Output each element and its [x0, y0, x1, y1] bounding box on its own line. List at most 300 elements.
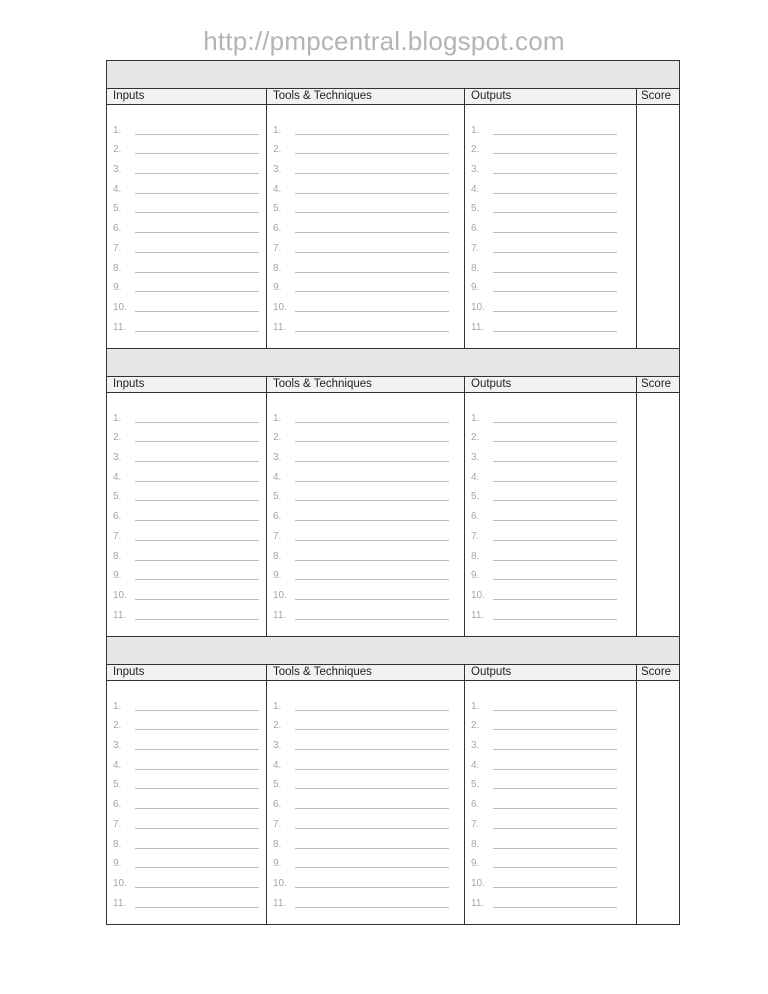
column-header-row: [107, 665, 679, 681]
item-number: 5.: [273, 779, 282, 791]
blank-answer-line[interactable]: [493, 599, 617, 600]
list-item: [465, 602, 636, 622]
blank-answer-line[interactable]: [135, 193, 259, 194]
list-item: [267, 602, 464, 622]
list-item: [107, 117, 266, 137]
blank-answer-line[interactable]: [295, 212, 449, 213]
blank-answer-line[interactable]: [493, 134, 617, 135]
item-number: 6.: [113, 511, 122, 523]
list-item: [107, 235, 266, 255]
blank-answer-line[interactable]: [295, 422, 449, 423]
item-number: 11.: [113, 897, 127, 909]
item-number: 10.: [471, 877, 485, 889]
item-number: 1.: [273, 700, 282, 712]
inputs-column: [107, 681, 267, 924]
item-number: 9.: [113, 282, 122, 294]
list-item: [107, 831, 266, 851]
blank-answer-line[interactable]: [295, 848, 449, 849]
process-title-bar: [107, 637, 679, 665]
list-item: [465, 425, 636, 445]
item-number: 8.: [273, 262, 282, 274]
blank-answer-line[interactable]: [135, 710, 259, 711]
item-number: 6.: [471, 223, 480, 235]
blank-answer-line[interactable]: [493, 907, 617, 908]
item-number: 3.: [471, 740, 480, 752]
list-item: [267, 196, 464, 216]
list-item: [465, 563, 636, 583]
item-number: 8.: [471, 262, 480, 274]
tools-techniques-header: Tools & Techniques: [267, 89, 465, 104]
list-item: [107, 791, 266, 811]
blank-answer-line[interactable]: [493, 619, 617, 620]
score-column: [637, 105, 679, 348]
list-item: [465, 275, 636, 295]
list-item: [107, 314, 266, 334]
item-number: 8.: [273, 550, 282, 562]
item-number: 10.: [113, 877, 127, 889]
list-item: [267, 176, 464, 196]
list-item: [465, 523, 636, 543]
blank-answer-line[interactable]: [295, 828, 449, 829]
blank-answer-line[interactable]: [493, 441, 617, 442]
entry-row: [107, 105, 679, 348]
list-item: [107, 255, 266, 275]
inputs-column: [107, 393, 267, 636]
list-item: [107, 503, 266, 523]
entry-row: [107, 681, 679, 924]
list-item: [267, 543, 464, 563]
blank-answer-line[interactable]: [493, 232, 617, 233]
item-number: 10.: [113, 589, 127, 601]
list-item: [465, 314, 636, 334]
list-item: [465, 405, 636, 425]
blank-answer-line[interactable]: [493, 867, 617, 868]
blank-answer-line[interactable]: [135, 153, 259, 154]
blank-answer-line[interactable]: [493, 422, 617, 423]
item-number: 11.: [273, 321, 287, 333]
list-item: [465, 444, 636, 464]
item-number: 4.: [113, 183, 122, 195]
item-number: 10.: [471, 301, 485, 313]
item-number: 4.: [273, 183, 282, 195]
list-item: [107, 811, 266, 831]
blank-answer-line[interactable]: [295, 232, 449, 233]
blank-answer-line[interactable]: [135, 540, 259, 541]
process-block: [107, 61, 679, 349]
item-number: 9.: [471, 570, 480, 582]
blank-answer-line[interactable]: [295, 500, 449, 501]
item-number: 3.: [113, 164, 122, 176]
blank-answer-line[interactable]: [493, 500, 617, 501]
list-item: [267, 235, 464, 255]
item-number: 7.: [273, 242, 282, 254]
item-number: 9.: [471, 282, 480, 294]
blank-answer-line[interactable]: [295, 272, 449, 273]
item-number: 1.: [113, 412, 122, 424]
blank-answer-line[interactable]: [295, 173, 449, 174]
item-number: 3.: [471, 164, 480, 176]
item-number: 9.: [273, 570, 282, 582]
column-header-row: [107, 377, 679, 393]
item-number: 2.: [273, 720, 282, 732]
outputs-header: Outputs: [465, 665, 637, 680]
item-number: 10.: [273, 301, 287, 313]
blank-answer-line[interactable]: [295, 461, 449, 462]
blank-answer-line[interactable]: [135, 252, 259, 253]
blank-answer-line[interactable]: [135, 619, 259, 620]
list-item: [267, 314, 464, 334]
list-item: [267, 831, 464, 851]
item-number: 10.: [113, 301, 127, 313]
list-item: [465, 732, 636, 752]
inputs-header: Inputs: [107, 377, 267, 392]
item-number: 2.: [113, 144, 122, 156]
blank-answer-line[interactable]: [295, 252, 449, 253]
blank-answer-line[interactable]: [135, 867, 259, 868]
item-number: 8.: [471, 838, 480, 850]
list-item: [465, 851, 636, 871]
list-item: [267, 484, 464, 504]
list-item: [267, 117, 464, 137]
item-number: 2.: [113, 720, 122, 732]
item-number: 7.: [113, 818, 122, 830]
list-item: [267, 215, 464, 235]
blank-answer-line[interactable]: [493, 710, 617, 711]
item-number: 2.: [471, 432, 480, 444]
list-item: [107, 851, 266, 871]
entry-row: [107, 393, 679, 636]
outputs-column: [465, 681, 637, 924]
blank-answer-line[interactable]: [295, 134, 449, 135]
list-item: [267, 772, 464, 792]
blank-answer-line[interactable]: [493, 579, 617, 580]
blank-answer-line[interactable]: [295, 331, 449, 332]
blank-answer-line[interactable]: [135, 173, 259, 174]
list-item: [267, 294, 464, 314]
item-number: 3.: [471, 452, 480, 464]
blank-answer-line[interactable]: [295, 769, 449, 770]
list-item: [267, 523, 464, 543]
blank-answer-line[interactable]: [295, 481, 449, 482]
item-number: 2.: [471, 720, 480, 732]
list-item: [465, 791, 636, 811]
score-column: [637, 393, 679, 636]
blank-answer-line[interactable]: [295, 887, 449, 888]
blank-answer-line[interactable]: [135, 599, 259, 600]
list-item: [267, 870, 464, 890]
blank-answer-line[interactable]: [135, 291, 259, 292]
blank-answer-line[interactable]: [493, 540, 617, 541]
list-item: [267, 732, 464, 752]
item-number: 5.: [471, 203, 480, 215]
item-number: 9.: [113, 570, 122, 582]
blank-answer-line[interactable]: [493, 173, 617, 174]
blank-answer-line[interactable]: [493, 311, 617, 312]
outputs-header: Outputs: [465, 89, 637, 104]
blank-answer-line[interactable]: [493, 848, 617, 849]
outputs-column: [465, 105, 637, 348]
list-item: [267, 275, 464, 295]
item-number: 11.: [471, 321, 485, 333]
blank-answer-line[interactable]: [135, 272, 259, 273]
blank-answer-line[interactable]: [493, 520, 617, 521]
item-number: 5.: [113, 491, 122, 503]
list-item: [107, 693, 266, 713]
list-item: [465, 890, 636, 910]
list-item: [267, 890, 464, 910]
blank-answer-line[interactable]: [493, 749, 617, 750]
list-item: [267, 425, 464, 445]
item-number: 6.: [471, 799, 480, 811]
blank-answer-line[interactable]: [295, 619, 449, 620]
list-item: [465, 693, 636, 713]
list-item: [465, 831, 636, 851]
item-number: 2.: [113, 432, 122, 444]
blank-answer-line[interactable]: [295, 560, 449, 561]
item-number: 10.: [273, 877, 287, 889]
item-number: 9.: [273, 858, 282, 870]
item-number: 6.: [273, 223, 282, 235]
list-item: [465, 503, 636, 523]
list-item: [267, 255, 464, 275]
item-number: 9.: [113, 858, 122, 870]
list-item: [465, 772, 636, 792]
blank-answer-line[interactable]: [493, 808, 617, 809]
list-item: [107, 870, 266, 890]
item-number: 7.: [113, 530, 122, 542]
list-item: [465, 713, 636, 733]
blank-answer-line[interactable]: [135, 331, 259, 332]
item-number: 11.: [471, 897, 485, 909]
blank-answer-line[interactable]: [493, 481, 617, 482]
list-item: [465, 117, 636, 137]
tools-techniques-column: [267, 105, 465, 348]
list-item: [465, 255, 636, 275]
blank-answer-line[interactable]: [493, 887, 617, 888]
list-item: [267, 503, 464, 523]
blank-answer-line[interactable]: [493, 252, 617, 253]
item-number: 7.: [471, 530, 480, 542]
page-url-header: http://pmpcentral.blogspot.com: [203, 26, 565, 56]
blank-answer-line[interactable]: [295, 788, 449, 789]
item-number: 4.: [471, 759, 480, 771]
item-number: 7.: [471, 818, 480, 830]
outputs-header: Outputs: [465, 377, 637, 392]
item-number: 7.: [273, 530, 282, 542]
item-number: 6.: [113, 223, 122, 235]
list-item: [107, 484, 266, 504]
list-item: [107, 582, 266, 602]
blank-answer-line[interactable]: [295, 193, 449, 194]
item-number: 4.: [471, 471, 480, 483]
score-header: Score: [641, 90, 672, 102]
blank-answer-line[interactable]: [493, 461, 617, 462]
item-number: 1.: [273, 412, 282, 424]
blank-answer-line[interactable]: [135, 520, 259, 521]
item-number: 11.: [113, 321, 127, 333]
item-number: 3.: [273, 740, 282, 752]
list-item: [267, 464, 464, 484]
blank-answer-line[interactable]: [295, 907, 449, 908]
list-item: [107, 563, 266, 583]
blank-answer-line[interactable]: [295, 579, 449, 580]
blank-answer-line[interactable]: [295, 153, 449, 154]
item-number: 1.: [471, 412, 480, 424]
list-item: [267, 582, 464, 602]
blank-answer-line[interactable]: [295, 749, 449, 750]
list-item: [107, 156, 266, 176]
blank-answer-line[interactable]: [493, 560, 617, 561]
list-item: [267, 156, 464, 176]
item-number: 5.: [471, 491, 480, 503]
list-item: [107, 602, 266, 622]
list-item: [267, 811, 464, 831]
list-item: [107, 543, 266, 563]
item-number: 3.: [273, 452, 282, 464]
list-item: [465, 176, 636, 196]
item-number: 10.: [471, 589, 485, 601]
blank-answer-line[interactable]: [135, 461, 259, 462]
item-number: 11.: [113, 609, 127, 621]
list-item: [267, 563, 464, 583]
blank-answer-line[interactable]: [135, 749, 259, 750]
blank-answer-line[interactable]: [135, 560, 259, 561]
blank-answer-line[interactable]: [295, 729, 449, 730]
item-number: 1.: [471, 700, 480, 712]
item-number: 4.: [273, 471, 282, 483]
item-number: 9.: [471, 858, 480, 870]
list-item: [465, 215, 636, 235]
blank-answer-line[interactable]: [135, 788, 259, 789]
blank-answer-line[interactable]: [493, 331, 617, 332]
blank-answer-line[interactable]: [295, 599, 449, 600]
process-block: [107, 349, 679, 637]
inputs-column: [107, 105, 267, 348]
list-item: [465, 870, 636, 890]
list-item: [107, 464, 266, 484]
item-number: 2.: [471, 144, 480, 156]
item-number: 8.: [113, 550, 122, 562]
blank-answer-line[interactable]: [135, 441, 259, 442]
tools-techniques-header: Tools & Techniques: [267, 665, 465, 680]
list-item: [267, 405, 464, 425]
blank-answer-line[interactable]: [135, 848, 259, 849]
blank-answer-line[interactable]: [493, 769, 617, 770]
item-number: 5.: [273, 203, 282, 215]
list-item: [107, 275, 266, 295]
blank-answer-line[interactable]: [135, 500, 259, 501]
list-item: [107, 890, 266, 910]
blank-answer-line[interactable]: [135, 134, 259, 135]
item-number: 3.: [113, 740, 122, 752]
blank-answer-line[interactable]: [135, 579, 259, 580]
list-item: [267, 752, 464, 772]
column-header-row: [107, 89, 679, 105]
item-number: 11.: [273, 609, 287, 621]
blank-answer-line[interactable]: [493, 788, 617, 789]
item-number: 4.: [273, 759, 282, 771]
list-item: [107, 405, 266, 425]
blank-answer-line[interactable]: [295, 808, 449, 809]
blank-answer-line[interactable]: [295, 867, 449, 868]
blank-answer-line[interactable]: [493, 291, 617, 292]
list-item: [465, 137, 636, 157]
item-number: 5.: [113, 779, 122, 791]
blank-answer-line[interactable]: [295, 520, 449, 521]
score-column: [637, 681, 679, 924]
item-number: 1.: [113, 124, 122, 136]
item-number: 5.: [471, 779, 480, 791]
item-number: 6.: [273, 799, 282, 811]
blank-answer-line[interactable]: [295, 540, 449, 541]
blank-answer-line[interactable]: [135, 311, 259, 312]
item-number: 4.: [113, 759, 122, 771]
item-number: 2.: [273, 144, 282, 156]
list-item: [107, 732, 266, 752]
item-number: 1.: [471, 124, 480, 136]
item-number: 6.: [113, 799, 122, 811]
score-header: Score: [641, 378, 672, 390]
list-item: [465, 294, 636, 314]
blank-answer-line[interactable]: [135, 729, 259, 730]
list-item: [465, 582, 636, 602]
list-item: [107, 176, 266, 196]
item-number: 8.: [113, 262, 122, 274]
inputs-header: Inputs: [107, 89, 267, 104]
blank-answer-line[interactable]: [493, 153, 617, 154]
blank-answer-line[interactable]: [493, 212, 617, 213]
item-number: 11.: [273, 897, 287, 909]
list-item: [107, 425, 266, 445]
blank-answer-line[interactable]: [295, 710, 449, 711]
list-item: [107, 196, 266, 216]
blank-answer-line[interactable]: [135, 808, 259, 809]
blank-answer-line[interactable]: [135, 481, 259, 482]
blank-answer-line[interactable]: [135, 887, 259, 888]
blank-answer-line[interactable]: [493, 729, 617, 730]
item-number: 8.: [113, 838, 122, 850]
item-number: 4.: [471, 183, 480, 195]
blank-answer-line[interactable]: [493, 193, 617, 194]
item-number: 3.: [273, 164, 282, 176]
blank-answer-line[interactable]: [135, 769, 259, 770]
item-number: 5.: [113, 203, 122, 215]
list-item: [465, 196, 636, 216]
list-item: [465, 156, 636, 176]
outputs-column: [465, 393, 637, 636]
blank-answer-line[interactable]: [493, 272, 617, 273]
process-worksheet: [106, 60, 680, 925]
blank-answer-line[interactable]: [135, 212, 259, 213]
list-item: [107, 772, 266, 792]
blank-answer-line[interactable]: [295, 441, 449, 442]
blank-answer-line[interactable]: [135, 422, 259, 423]
blank-answer-line[interactable]: [135, 907, 259, 908]
process-block: [107, 637, 679, 925]
list-item: [107, 523, 266, 543]
list-item: [107, 215, 266, 235]
list-item: [267, 137, 464, 157]
blank-answer-line[interactable]: [493, 828, 617, 829]
blank-answer-line[interactable]: [295, 291, 449, 292]
list-item: [465, 752, 636, 772]
blank-answer-line[interactable]: [135, 232, 259, 233]
item-number: 6.: [273, 511, 282, 523]
blank-answer-line[interactable]: [135, 828, 259, 829]
item-number: 2.: [273, 432, 282, 444]
blank-answer-line[interactable]: [295, 311, 449, 312]
list-item: [267, 851, 464, 871]
